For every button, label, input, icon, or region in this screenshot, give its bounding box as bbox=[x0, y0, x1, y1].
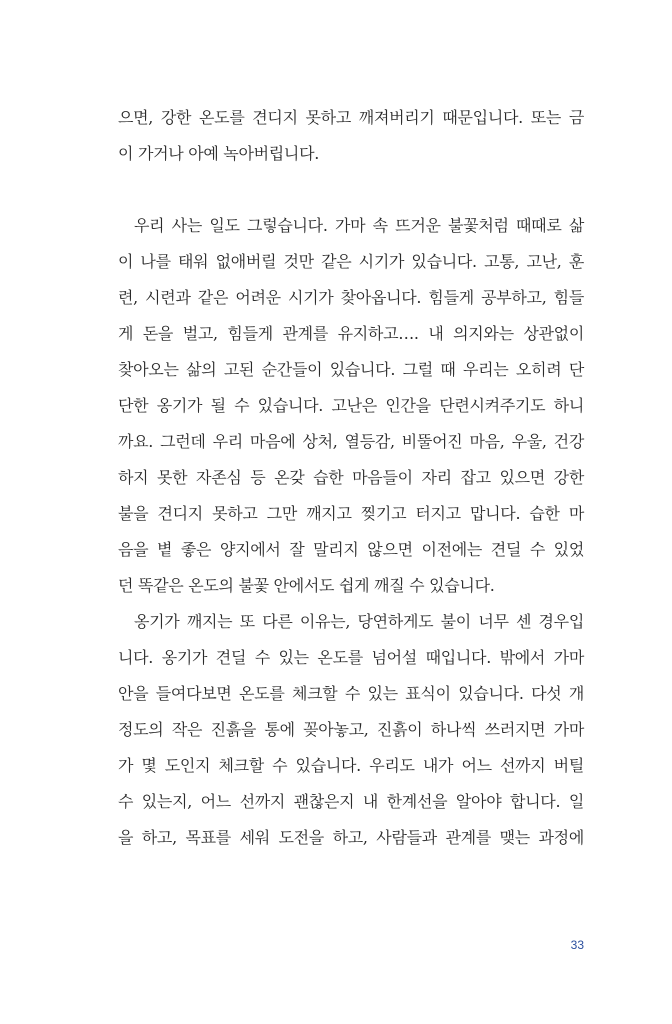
text-line: 으면, 강한 온도를 견디지 못하고 깨져버리기 때문입니다. 또는 금 bbox=[118, 108, 584, 127]
text-line: 음을 볕 좋은 양지에서 잘 말리지 않으면 이전에는 견딜 수 있었 bbox=[118, 540, 584, 559]
text-line: 수 있는지, 어느 선까지 괜찮은지 내 한계선을 알아야 합니다. 일 bbox=[118, 792, 584, 811]
text-line: 니다. 옹기가 견딜 수 있는 온도를 넘어설 때입니다. 밖에서 가마 bbox=[118, 648, 584, 667]
page-number: 33 bbox=[570, 938, 584, 952]
text-line: 이 가거나 아예 녹아버립니다. bbox=[118, 144, 320, 163]
paragraph-3 bbox=[118, 604, 584, 856]
paragraph-1 bbox=[118, 100, 584, 172]
text-line: 불을 견디지 못하고 그만 깨지고 찢기고 터지고 맙니다. 습한 마 bbox=[118, 504, 584, 523]
text-line: 가 몇 도인지 체크할 수 있습니다. 우리도 내가 어느 선까지 버틸 bbox=[118, 756, 584, 775]
text-line: 까요. 그런데 우리 마음에 상처, 열등감, 비뚤어진 마음, 우울, 건강 bbox=[118, 432, 584, 451]
text-line: 던 똑같은 온도의 불꽃 안에서도 쉽게 깨질 수 있습니다. bbox=[118, 576, 495, 595]
text-line: 련, 시련과 같은 어려운 시기가 찾아옵니다. 힘들게 공부하고, 힘들 bbox=[118, 288, 584, 307]
text-line: 찾아오는 삶의 고된 순간들이 있습니다. 그럴 때 우리는 오히려 단 bbox=[118, 360, 584, 379]
text-line: 을 하고, 목표를 세워 도전을 하고, 사람들과 관계를 맺는 과정에 bbox=[118, 828, 584, 847]
text-line: 하지 못한 자존심 등 온갖 습한 마음들이 자리 잡고 있으면 강한 bbox=[118, 468, 584, 487]
text-line: 옹기가 깨지는 또 다른 이유는, 당연하게도 불이 너무 센 경우입 bbox=[134, 612, 584, 631]
text-line: 안을 들여다보면 온도를 체크할 수 있는 표식이 있습니다. 다섯 개 bbox=[118, 684, 584, 703]
text-line: 정도의 작은 진흙을 통에 꽂아놓고, 진흙이 하나씩 쓰러지면 가마 bbox=[118, 720, 584, 739]
text-line: 단한 옹기가 될 수 있습니다. 고난은 인간을 단련시켜주기도 하니 bbox=[118, 396, 584, 415]
paragraph-2 bbox=[118, 208, 584, 604]
text-line: 이 나를 태워 없애버릴 것만 같은 시기가 있습니다. 고통, 고난, 훈 bbox=[118, 252, 584, 271]
text-line: 게 돈을 벌고, 힘들게 관계를 유지하고…. 내 의지와는 상관없이 bbox=[118, 324, 584, 343]
text-line: 우리 사는 일도 그렇습니다. 가마 속 뜨거운 불꽃처럼 때때로 삶 bbox=[134, 216, 584, 235]
